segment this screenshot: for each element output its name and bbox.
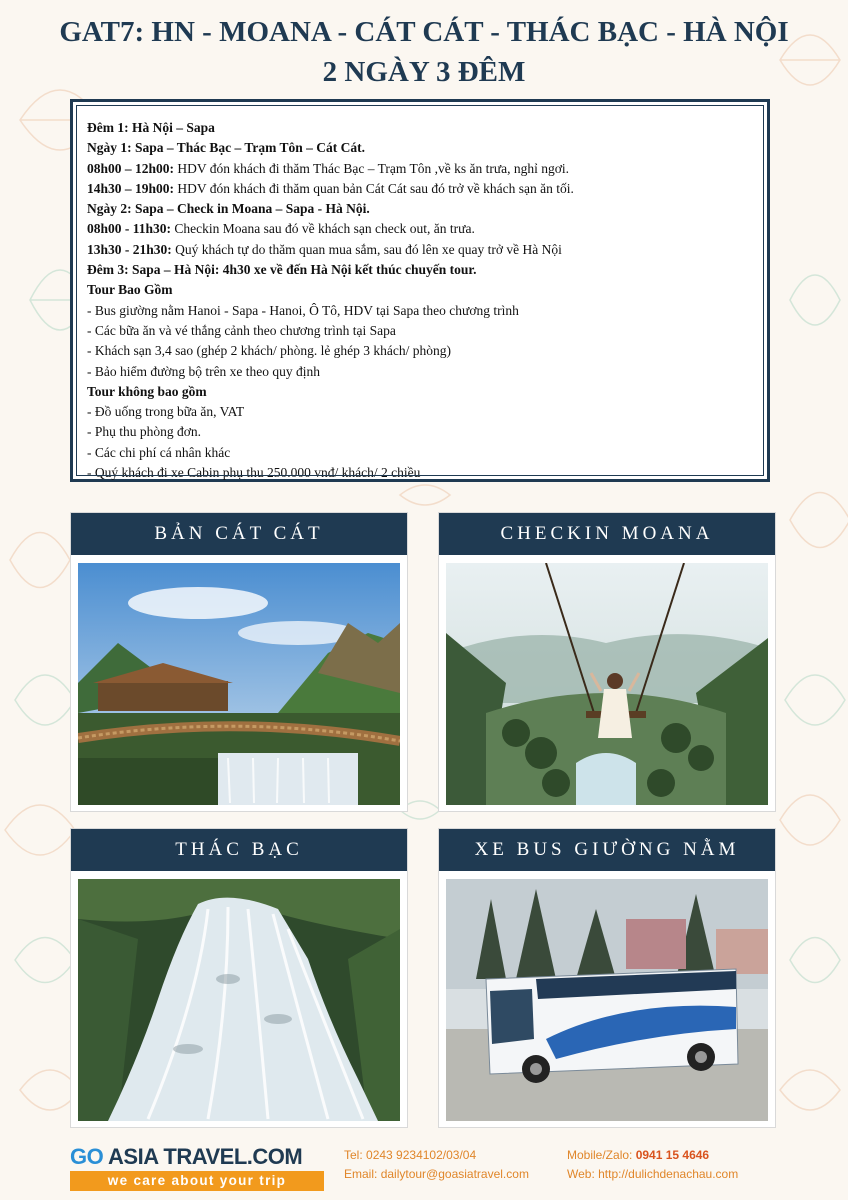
itinerary-line: 14h30 – 19h00: HDV đón khách đi thăm quan bản Cát Cát sau đó trở về khách sạn ăn tối. <box>87 180 574 196</box>
contact-email: Email: dailytour@goasiatravel.com <box>344 1167 529 1181</box>
itinerary-line: - Phụ thu phòng đơn. <box>87 424 202 440</box>
panel-cat-cat <box>70 512 408 812</box>
footer <box>0 1132 848 1200</box>
silver-waterfall-photo <box>78 879 400 1121</box>
panel-heading: THÁC BẠC <box>71 829 407 871</box>
itinerary-line: - Các bữa ăn và vé thắng cảnh theo chương trình tại Sapa <box>87 322 396 338</box>
itinerary-line: - Các chi phí cá nhân khác <box>87 444 231 460</box>
panel-heading: BẢN CÁT CÁT <box>71 513 407 555</box>
itinerary-box <box>70 99 770 482</box>
title-line-2: 2 NGÀY 3 ĐÊM <box>322 56 526 88</box>
moana-swing-photo <box>446 563 768 805</box>
panel-bus <box>438 828 776 1128</box>
itinerary-line: Đêm 1: Hà Nội – Sapa <box>87 120 215 135</box>
itinerary-line: Đêm 3: Sapa – Hà Nội: 4h30 xe về đến Hà Nội kết thúc chuyến tour. <box>87 262 477 278</box>
itinerary-line: Tour Bao Gồm <box>87 282 173 298</box>
company-slogan: we care about your trip <box>70 1171 324 1191</box>
itinerary-line: - Đồ uống trong bữa ăn, VAT <box>87 404 245 420</box>
page-title <box>0 12 848 92</box>
contact-tel: Tel: 0243 9234102/03/04 <box>344 1148 477 1162</box>
contact-web: Web: http://dulichdenachau.com <box>567 1167 739 1181</box>
company-logo: GO ASIA TRAVEL.COM <box>70 1144 303 1169</box>
itinerary-line: Ngày 1: Sapa – Thác Bạc – Trạm Tôn – Cát Cát. <box>87 140 366 156</box>
itinerary-line: Tour không bao gồm <box>87 383 207 399</box>
title-line-1: GAT7: HN - MOANA - CÁT CÁT - THÁC BẠC - HÀ NỘI <box>59 16 789 48</box>
panel-thac-bac <box>70 828 408 1128</box>
itinerary-line: - Bus giường nằm Hanoi - Sapa - Hanoi, Ô Tô, HDV tại Sapa theo chương trình <box>87 302 519 318</box>
itinerary-line: Ngày 2: Sapa – Check in Moana – Sapa - Hà Nội. <box>87 201 370 217</box>
panel-moana <box>438 512 776 812</box>
itinerary-line: 08h00 - 11h30: Checkin Moana sau đó về khách sạn check out, ăn trưa. <box>87 221 475 237</box>
itinerary-line: - Khách sạn 3,4 sao (ghép 2 khách/ phòng. lẻ ghép 3 khách/ phòng) <box>87 343 452 359</box>
cat-cat-village-photo <box>78 563 400 805</box>
itinerary-line: 13h30 - 21h30: Quý khách tự do thăm quan mua sắm, sau đó lên xe quay trở về Hà Nội <box>87 241 562 257</box>
itinerary-line: - Bảo hiểm đường bộ trên xe theo quy định <box>87 363 321 379</box>
itinerary-line: - Quý khách đi xe Cabin phụ thu 250.000 vnđ/ khách/ 2 chiều <box>87 465 421 481</box>
contact-mobile: Mobile/Zalo: 0941 15 4646 <box>567 1148 710 1162</box>
panel-heading: CHECKIN MOANA <box>439 513 775 555</box>
itinerary-line: 08h00 – 12h00: HDV đón khách đi thăm Thác Bạc – Trạm Tôn ,về ks ăn trưa, nghỉ ngơi. <box>87 160 570 176</box>
sleeper-bus-photo <box>446 879 768 1121</box>
panel-heading: XE BUS GIƯỜNG NẰM <box>439 829 775 871</box>
